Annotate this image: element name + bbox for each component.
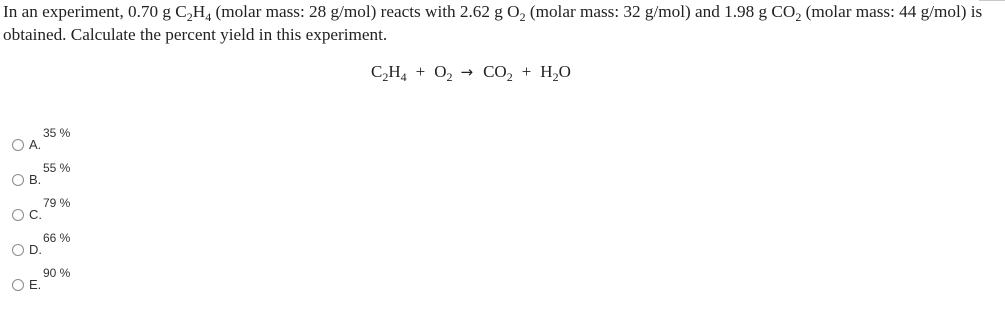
choice-a[interactable]	[12, 126, 212, 161]
reactant-o2: $O_2$	[434, 62, 453, 84]
choice-letter: D.	[29, 242, 42, 257]
choice-letter: A.	[29, 137, 42, 152]
radio-button-c[interactable]	[12, 209, 24, 221]
radio-button-a[interactable]	[12, 139, 24, 151]
choice-d[interactable]	[12, 231, 212, 266]
answer-choices	[12, 126, 212, 301]
product-co2: $CO_2$	[483, 62, 513, 84]
choice-letter: B.	[29, 172, 42, 187]
choice-value: 79 %	[43, 196, 71, 210]
reactant-c2h4: $C_2H_4$	[371, 62, 407, 84]
plus-sign: +	[415, 62, 426, 81]
choice-b[interactable]	[12, 161, 212, 196]
choice-letter: E.	[29, 277, 42, 292]
question-text: In an experiment, 0.70 g $C_2H_4$ (molar mass: 28 g/mol) reacts with 2.62 g $O_2$ (molar mass: 32 g/mol) and 1.98 g $CO_2$ (molar mass: 44 g/mol) is obtained. Calculate the percent yield in this experiment.	[3, 2, 983, 44]
radio-button-b[interactable]	[12, 174, 24, 186]
radio-button-e[interactable]	[12, 279, 24, 291]
choice-value: 90 %	[43, 266, 71, 280]
plus-sign: +	[521, 62, 532, 81]
choice-value: 66 %	[43, 231, 71, 245]
radio-button-d[interactable]	[12, 244, 24, 256]
choice-value: 55 %	[43, 161, 71, 175]
choice-value: 35 %	[43, 126, 71, 140]
chemical-equation	[371, 61, 571, 83]
choice-letter: C.	[29, 207, 42, 222]
choice-c[interactable]	[12, 196, 212, 231]
product-h2o: $H_2O$	[540, 62, 571, 84]
reaction-arrow-icon: →	[460, 63, 474, 81]
choice-e[interactable]	[12, 266, 212, 301]
